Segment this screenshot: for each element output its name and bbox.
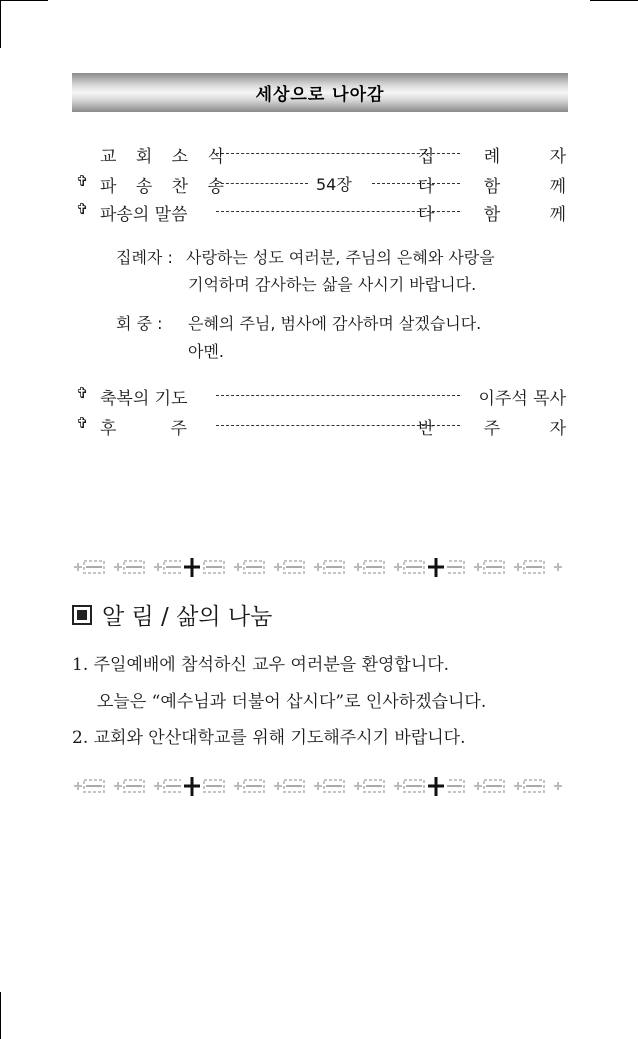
order-label: 교 회 소 식 (100, 147, 231, 167)
leader-line (216, 395, 460, 396)
cross-icon: ✞ (76, 384, 89, 402)
order-leader: 이주석 목사 (478, 389, 566, 409)
leader-label: 집례자 : (116, 248, 173, 267)
order-leader: 다 함 께 (417, 177, 588, 197)
crop-mark-bottom-left-v (0, 992, 1, 1039)
order-label: 파 송 찬 송 (100, 177, 231, 197)
order-row-benediction (76, 384, 566, 408)
order-leader: 반 주 자 (417, 419, 588, 439)
leader-line-2: 기억하며 감사하는 삶을 사시기 바랍니다. (188, 275, 477, 294)
cross-chain-divider-top (72, 556, 562, 578)
notice-item-1: 1. 주일예배에 참석하신 교우 여러분을 환영합니다. (72, 655, 450, 675)
cross-chain-divider-bottom (72, 775, 562, 797)
congregation-line-1: 은혜의 주님, 범사에 감사하며 살겠습니다. (188, 314, 482, 333)
order-row-church-news (76, 142, 588, 167)
notice-title-text: 알 림 / 삶의 나눔 (102, 604, 273, 630)
crop-mark-top-right-h (590, 0, 638, 1)
order-row-postlude (76, 414, 588, 439)
section-header-bar (72, 73, 568, 112)
order-leader: 다 함 께 (417, 205, 588, 225)
crop-mark-top-left-v (0, 0, 1, 48)
order-label: 후 주 (100, 419, 187, 439)
congregation-label: 회 중 : (116, 314, 163, 333)
order-label: 축복의 기도 (100, 389, 188, 409)
order-label: 파송의 말씀 (100, 205, 188, 225)
notice-item-2: 2. 교회와 안산대학교를 위해 기도해주시기 바랍니다. (72, 728, 466, 748)
square-bullet-icon (72, 605, 92, 625)
order-row-sending-word (76, 200, 588, 225)
crop-mark-top-left-h (0, 0, 48, 1)
cross-icon: ✞ (76, 414, 89, 432)
cross-icon: ✞ (76, 172, 89, 190)
leader-line (216, 183, 308, 184)
notice-item-1-cont: 오늘은 “예수님과 더불어 삽시다”로 인사하겠습니다. (97, 692, 487, 712)
hymn-number: 54장 (316, 175, 352, 194)
leader-line-1: 사랑하는 성도 여러분, 주님의 은혜와 사랑을 (186, 248, 495, 267)
section-title: 세상으로 나아감 (255, 85, 385, 105)
notice-title (72, 598, 272, 631)
congregation-line-2: 아멘. (188, 342, 224, 361)
order-row-sending-hymn (76, 172, 588, 197)
cross-icon: ✞ (76, 200, 89, 218)
order-leader: 집 례 자 (417, 147, 588, 167)
